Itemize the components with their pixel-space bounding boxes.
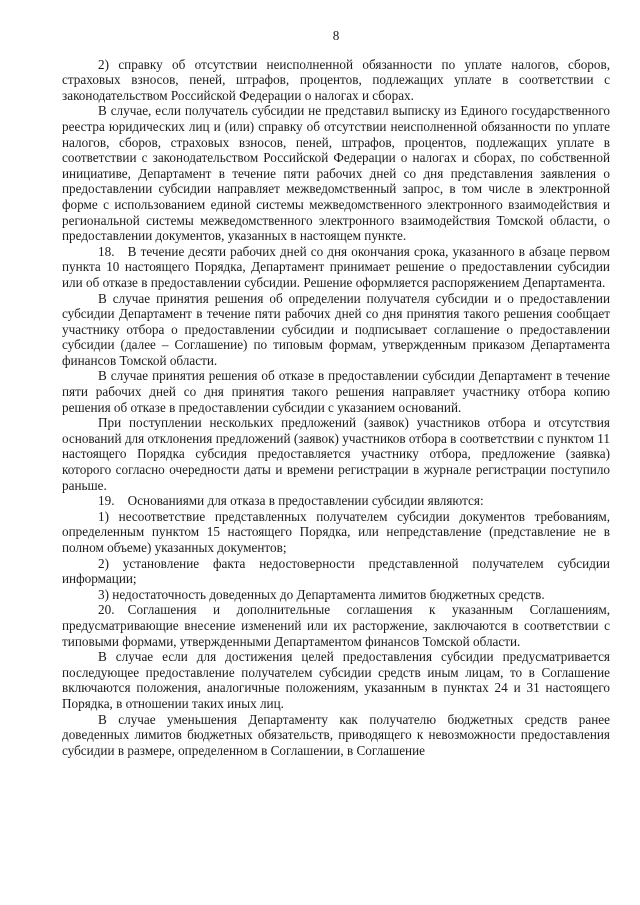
paragraph-clause-19: 19. Основаниями для отказа в предоставлении субсидии являются: [98,493,484,509]
paragraph-third-parties: В случае если для достижения целей предоставления субсидии предусматривается последующее предоставление получателем субсидии средств иным лицам, то в Соглашение включаются положения, аналогичные положениям, указанным в пунктах 24 и 31 настоящего Порядка, в отношении таких иных лиц. [62,649,610,711]
paragraph-limits-reduction: В случае уменьшения Департаменту как получателю бюджетных средств ранее доведенных лимитов бюджетных обязательств, приводящего к невозможности предоставления субсидии в размере, определенном в Соглашении, в Соглашение [62,711,610,758]
paragraph-refusal-ground-1: 1) несоответствие представленных получателем субсидии документов требованиям, определенным пунктом 15 настоящего Порядка, или непредставление (представление не в полном объеме) указанных документов; [62,508,610,555]
paragraph-certificate-item: 2) справку об отсутствии неисполненной обязанности по уплате налогов, сборов, страховых взносов, пеней, штрафов, процентов, подлежащих уплате в соответствии с законодательством Российской Федерации о налогах и сборах. [62,56,610,103]
document-page [62,28,610,758]
paragraph-decision-grant: В случае принятия решения об определении получателя субсидии и о предоставлении субсидии Департамент в течение пяти рабочих дней со дня принятия такого решения сообщает участнику отбора о предоставлении субсидии и подписывает соглашение о предоставлении субсидии (далее – Соглашение) по типовым формам, утвержденным приказом Департамента финансов Томской области. [62,290,610,368]
paragraph-refusal-ground-3: 3) недостаточность доведенных до Департамента лимитов бюджетных средств. [98,586,545,602]
page-number: 8 [332,28,340,43]
paragraph-multiple-proposals: При поступлении нескольких предложений (заявок) участников отбора и отсутствия оснований для отклонения предложений (заявок) участников отбора в соответствии с пунктом 11 настоящего Порядка субсидия предоставляется участнику отбора, предложение (заявка) которого согласно очередности даты и времени регистрации в журнале регистрации поступило раньше. [62,415,610,493]
paragraph-decision-refusal: В случае принятия решения об отказе в предоставлении субсидии Департамент в течение пяти рабочих дней со дня принятия такого решения направляет участнику отбора копию решения об отказе в предоставлении субсидии с указанием оснований. [62,368,610,415]
paragraph-clause-18: 18. В течение десяти рабочих дней со дня окончания срока, указанного в абзаце первом пункта 10 настоящего Порядка, Департамент принимает решение о предоставлении субсидии или об отказе в предоставлении субсидии. Решение оформляется распоряжением Департамента. [62,243,610,290]
paragraph-interagency-request: В случае, если получатель субсидии не представил выписку из Единого государственного реестра юридических лиц и (или) справку об отсутствии неисполненной обязанности по уплате налогов, сборов, страховых взносов, пеней, штрафов, процентов, подлежащих уплате в соответствии с законодательством Российской Федерации о налогах и сборах, по собственной инициативе, Департамент в течение пяти рабочих дней со дня представления заявления о предоставлении субсидии направляет межведомственный запрос, в том числе в электронной форме с использованием единой системы межведомственного электронного взаимодействия и региональной системы межведомственного электронного взаимодействия Томской области, о предоставлении документов, указанных в настоящем пункте. [62,103,610,244]
paragraph-clause-20: 20. Соглашения и дополнительные соглашения к указанным Соглашениям, предусматривающие внесение изменений или их расторжение, заключаются в соответствии с типовыми формами, утвержденными Департаментом финансов Томской области. [62,602,610,649]
paragraph-refusal-ground-2: 2) установление факта недостоверности представленной получателем субсидии информации; [62,555,610,587]
